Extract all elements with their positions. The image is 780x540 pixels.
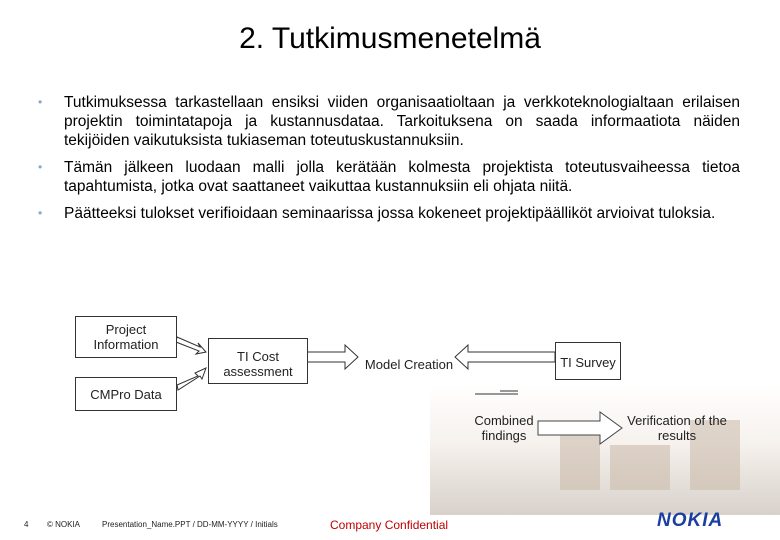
confidential-label: Company Confidential <box>330 518 449 532</box>
arrow-survey-to-model <box>455 345 555 369</box>
file-info-text: Presentation_Name.PPT / DD-MM-YYYY / Initials <box>102 520 278 529</box>
arrow-cmpro-to-cost <box>177 368 206 390</box>
background-building <box>610 445 670 490</box>
ti-cost-box <box>208 338 308 384</box>
bullet-text: Päätteeksi tulokset verifioidaan seminaarissa jossa kokeneet projektipäälliköt arvioivat tuloksia. <box>64 205 716 222</box>
bullet-text: Tämän jälkeen luodaan malli jolla kerätään kolmesta projektista toteutusvaiheessa tietoa tapahtumista, jotka ovat saattaneet vaikuttaa kustannuksiin eli ohjata niitä. <box>64 159 740 195</box>
bullet-text: Tutkimuksessa tarkastellaan ensiksi viiden organisaatioltaan ja verkkoteknologialtaan erilaisen projektin toimintatapoja ja kustannusdataa. Tarkoituksena on saada informaatiota näiden tekijöiden vaikutuksista tukiaseman toteutuskustannuksiin. <box>64 94 740 149</box>
cmpro-data-label: CMPro Data <box>90 387 162 402</box>
arrow-project-to-cost <box>176 337 206 354</box>
arrow-cost-to-model <box>307 345 358 369</box>
ti-cost-label: TI Cost assessment <box>223 349 293 379</box>
background-building <box>560 430 600 490</box>
bullet-icon: • <box>38 95 43 109</box>
ti-survey-label: TI Survey <box>560 355 616 370</box>
project-information-box <box>75 316 177 358</box>
bullet-item <box>30 158 740 196</box>
bullet-item <box>30 93 740 150</box>
copyright-text: © NOKIA <box>47 520 81 529</box>
nokia-logo: NOKIA <box>657 510 724 531</box>
slide-title: 2. Tutkimusmenetelmä <box>239 22 541 55</box>
bullet-item <box>30 204 740 223</box>
ti-survey-box <box>555 342 621 380</box>
bullet-list <box>30 93 740 231</box>
verification-label: Verification of the results <box>627 413 727 443</box>
page-number: 4 <box>24 520 29 529</box>
cmpro-data-box <box>75 377 177 411</box>
bullet-icon: • <box>38 206 43 220</box>
model-creation-label: Model Creation <box>364 357 454 372</box>
combined-findings-label: Combined findings <box>474 413 534 443</box>
bullet-icon: • <box>38 160 43 174</box>
project-information-label: Project Information <box>93 322 159 352</box>
